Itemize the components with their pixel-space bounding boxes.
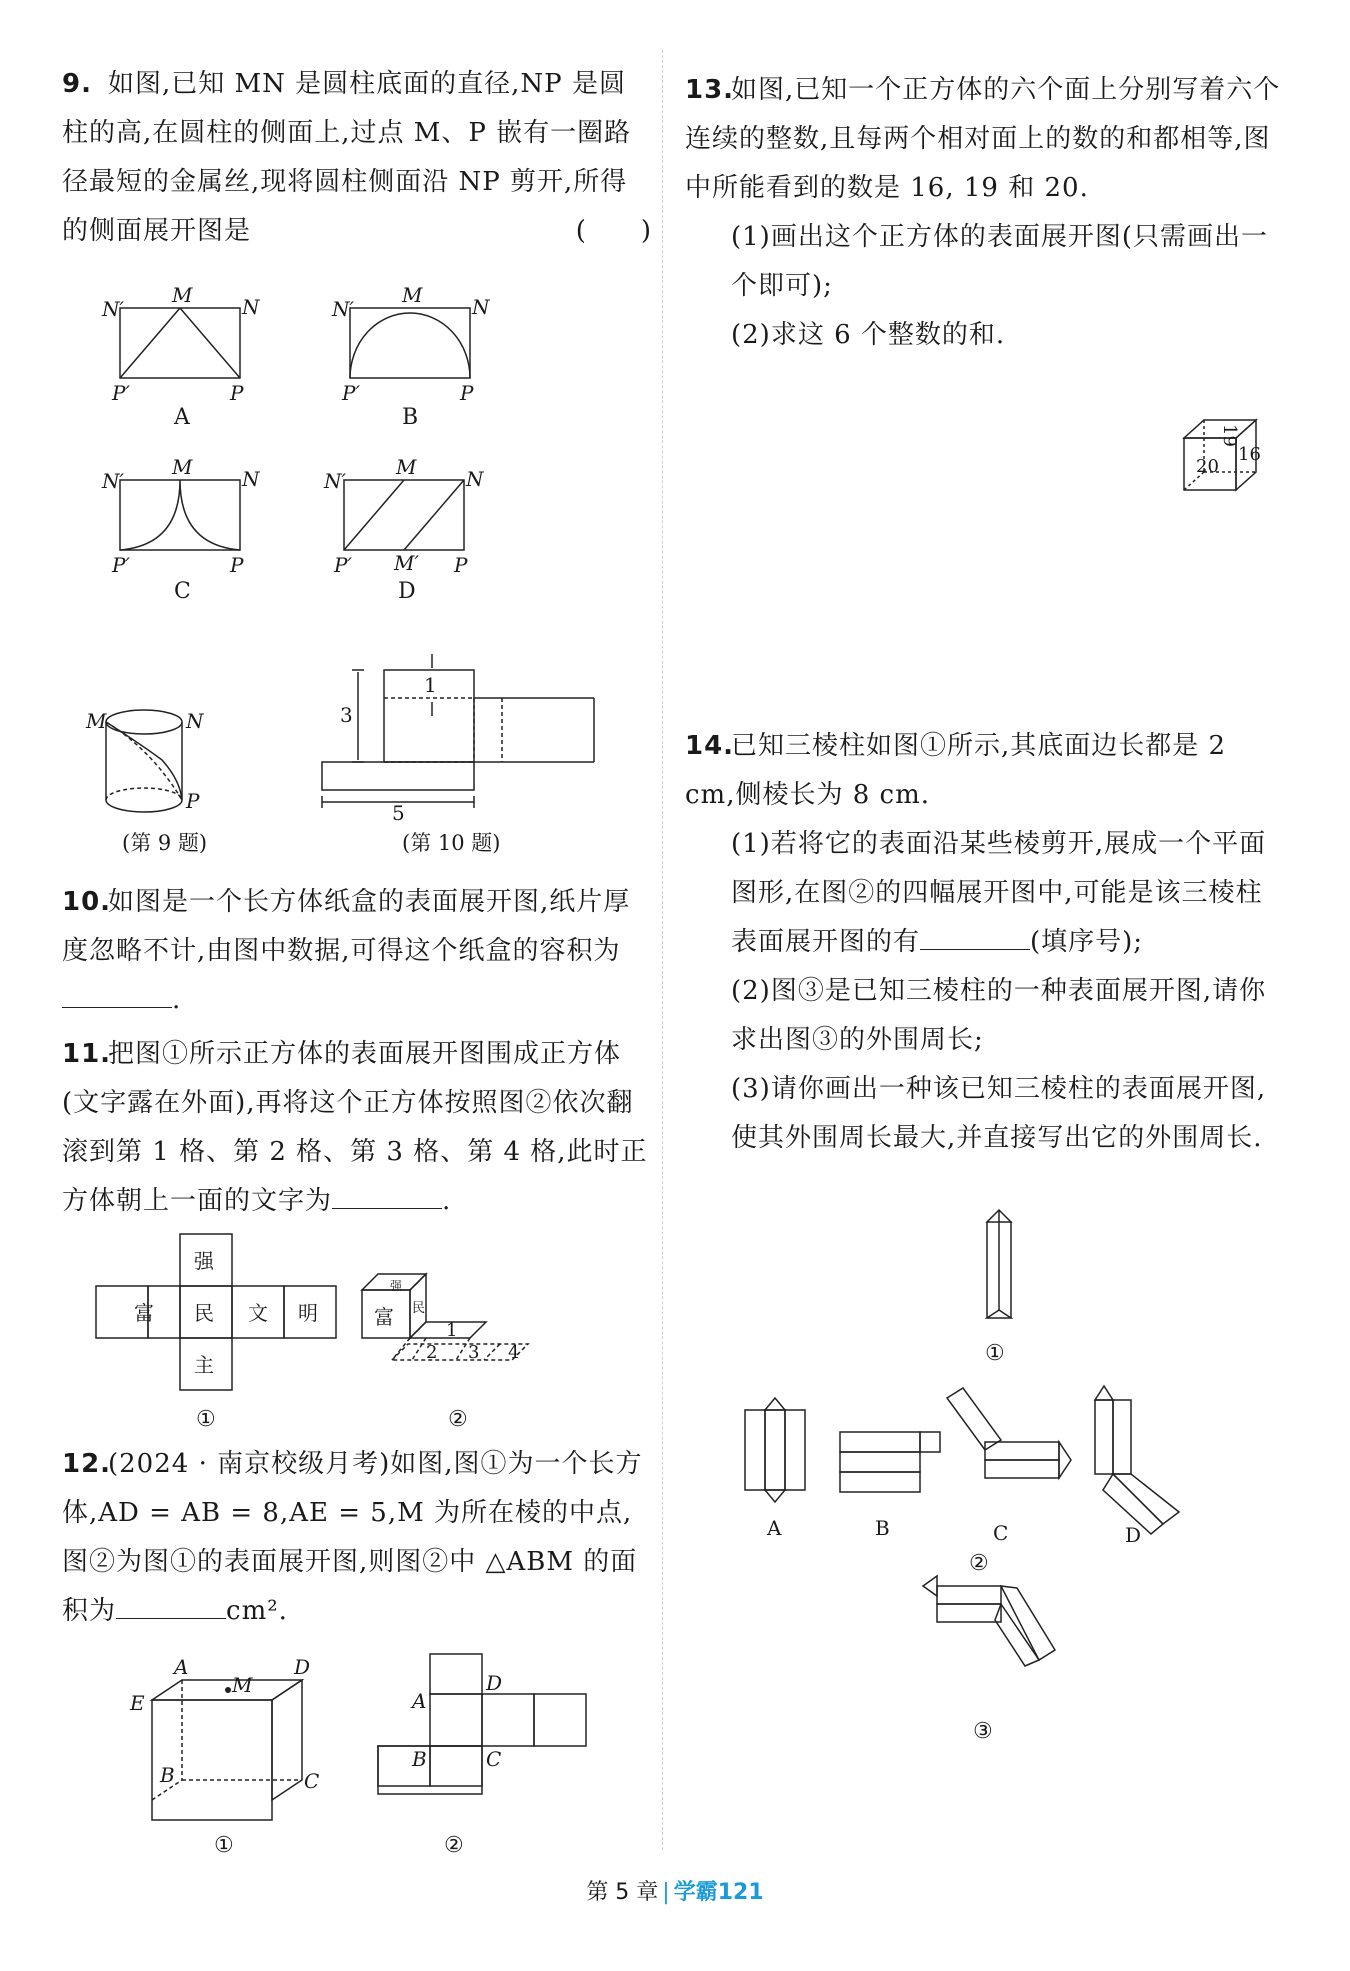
label-p-prime: P′ (334, 553, 352, 577)
dimension-label: 5 (392, 801, 405, 825)
sub-question-2: (2)图③是已知三棱柱的一种表面展开图,请你求出图③的外围周长; (731, 976, 1267, 1055)
cube-top-text: 强 (390, 1279, 403, 1293)
box-net-figure (322, 654, 594, 808)
label-m: M (172, 283, 193, 307)
figure-number: ① (196, 1407, 216, 1432)
cube-front-number: 20 (1196, 456, 1219, 477)
label-m: M (402, 283, 423, 307)
answer-blank[interactable] (332, 1182, 442, 1209)
figure-caption: (第 10 题) (402, 831, 501, 855)
label-n-prime: N′ (332, 297, 355, 321)
vertex-label: D (486, 1671, 503, 1695)
vertex-label: B (160, 1763, 175, 1787)
label-n: N (242, 295, 260, 319)
vertex-label: C (486, 1747, 502, 1771)
label-m: M (86, 709, 107, 733)
vertex-label: D (294, 1655, 311, 1679)
label-p-prime: P′ (342, 381, 360, 405)
question-text: 已知三棱柱如图①所示,其底面边长都是 2 cm,侧棱长为 8 cm. (685, 731, 1227, 810)
question-number: 10. (62, 887, 112, 917)
question-14: 14.已知三棱柱如图①所示,其底面边长都是 2 cm,侧棱长为 8 cm. (1)若将它的表面沿某些棱剪开,展成一个平面图形,在图②的四幅展开图中,可能是该三棱柱表面展开图的有 (填序号); (2)图③是已知三棱柱的一种表面展开图,请你求出图③的外围周长; (3)请你画出一种该已知三棱柱的表面展开图,使其外围周长最大,并直接写出它的外围周长. (685, 722, 1285, 1163)
figure-caption: (第 9 题) (122, 831, 208, 855)
net-face: 文 (248, 1301, 268, 1325)
answer-blank[interactable] (920, 923, 1030, 950)
net-face: 强 (194, 1249, 214, 1273)
cuboid-net (378, 1654, 586, 1794)
option-a-diagram (120, 308, 240, 378)
label-n: N (242, 467, 260, 491)
label-n-prime: N′ (102, 469, 125, 493)
label-p: P (460, 381, 474, 405)
question-text: 如图,已知一个正方体的六个面上分别写着六个连续的整数,且每两个相对面上的数的和都相等,图中所能看到的数是 16, 19 和 20. (685, 75, 1281, 203)
option-label: D (1125, 1523, 1142, 1547)
midpoint-m (225, 1687, 231, 1693)
question-text: (2024 · 南京校级月考)如图,图①为一个长方体,AD = AB = 8,AE = 5,M 为所在棱的中点,图②为图①的表面展开图,则图②中 △ABM 的面积为 (62, 1449, 643, 1626)
net-b (840, 1432, 940, 1492)
vertex-label: A (412, 1689, 427, 1713)
cube-front-text: 富 (374, 1305, 394, 1329)
answer-blank[interactable] (62, 981, 172, 1008)
label-p: P (230, 381, 244, 405)
option-label: B (875, 1516, 890, 1540)
dimension-label: 1 (424, 673, 437, 697)
vertex-label: B (412, 1747, 427, 1771)
cylinder-figure (106, 710, 182, 812)
chapter-label: 第 5 章 (586, 1880, 659, 1905)
figure-number: ① (214, 1833, 234, 1858)
cell-number: 3 (468, 1342, 480, 1363)
net-face: 民 (194, 1301, 214, 1325)
sub-question-3: (3)请你画出一种该已知三棱柱的表面展开图,使其外围周长最大,并直接写出它的外围周长. (731, 1074, 1267, 1153)
question-text: 如图是一个长方体纸盒的表面展开图,纸片厚度忽略不计,由图中数据,可得这个纸盒的容积为 (62, 887, 631, 966)
sub-question-1: (1)若将它的表面沿某些棱剪开,展成一个平面图形,在图②的四幅展开图中,可能是该三棱柱表面展开图的有 (731, 829, 1267, 957)
sub-question-2: (2)求这 6 个整数的和. (731, 320, 1006, 350)
sub-question-1: (1)画出这个正方体的表面展开图(只需画出一个即可); (731, 222, 1268, 301)
net-c (947, 1388, 1071, 1478)
label-m: M (396, 455, 417, 479)
cell-number: 1 (446, 1320, 458, 1341)
label-p: P (454, 553, 468, 577)
figure-number: ② (969, 1551, 989, 1576)
option-label: A (767, 1516, 782, 1540)
option-d-diagram (344, 480, 464, 550)
figure-number: ② (448, 1407, 468, 1432)
cell-number: 4 (508, 1342, 520, 1363)
question-text: 把图①所示正方体的表面展开图围成正方体(文字露在外面),再将这个正方体按照图②依次翻滚到第 1 格、第 2 格、第 3 格、第 4 格,此时正方体朝上一面的文字为 (62, 1039, 648, 1216)
cube-top-number: 19 (1219, 424, 1240, 447)
option-d-label: D (398, 579, 416, 604)
q14-figures (685, 1210, 1285, 1770)
question-number: 11. (62, 1039, 112, 1069)
figure-number: ② (444, 1833, 464, 1858)
option-a-label: A (174, 405, 190, 430)
net-face: 明 (298, 1301, 318, 1325)
cube-side-number: 16 (1238, 444, 1261, 465)
question-number: 13. (685, 75, 735, 105)
question-9 (62, 60, 652, 256)
net-d (1095, 1386, 1179, 1534)
q13-cube (1180, 410, 1270, 500)
net-a (745, 1398, 805, 1502)
triangular-prism (987, 1210, 1011, 1318)
label-n-prime: N′ (324, 469, 347, 493)
question-13 (685, 66, 1285, 360)
q9-options-figure (62, 280, 652, 610)
question-12: 12.(2024 · 南京校级月考)如图,图①为一个长方体,AD = AB = 8,AE = 5,M 为所在棱的中点,图②为图①的表面展开图,则图②中 △ABM 的面积为 cm². (62, 1440, 652, 1636)
label-n: N (466, 467, 484, 491)
q9-q10-figures (62, 650, 652, 870)
label-m: M (172, 455, 193, 479)
vertex-label: E (130, 1691, 145, 1715)
footer-separator: | (662, 1880, 670, 1905)
question-11: 11.把图①所示正方体的表面展开图围成正方体(文字露在外面),再将这个正方体按照图②依次翻滚到第 1 格、第 2 格、第 3 格、第 4 格,此时正方体朝上一面的文字为 . (62, 1030, 652, 1226)
net-face: 富 (134, 1301, 154, 1325)
q11-figures (62, 1230, 652, 1445)
answer-blank[interactable] (116, 1592, 226, 1619)
net-3 (923, 1576, 1055, 1666)
cell-number: 2 (426, 1342, 438, 1363)
option-label: C (993, 1521, 1009, 1545)
cuboid (152, 1680, 302, 1820)
figure-number: ③ (973, 1719, 993, 1744)
vertex-label: A (174, 1655, 189, 1679)
question-text: 如图,已知 MN 是圆柱底面的直径,NP 是圆柱的高,在圆柱的侧面上,过点 M、P 嵌有一圈路径最短的金属丝,现将圆柱侧面沿 NP 剪开,所得的侧面展开图是 (62, 69, 632, 246)
question-number: 14. (685, 731, 735, 761)
page-number: 121 (717, 1880, 764, 1905)
option-b-diagram (350, 308, 470, 378)
figure-number: ① (985, 1341, 1005, 1366)
vertex-label: M (232, 1673, 253, 1697)
page-footer (0, 1875, 1350, 1906)
vertex-label: C (304, 1769, 320, 1793)
question-number: 9. (62, 69, 92, 99)
label-p-prime: P′ (112, 553, 130, 577)
question-number: 12. (62, 1449, 112, 1479)
option-b-label: B (402, 405, 419, 430)
label-n-prime: N′ (102, 297, 125, 321)
label-p: P (230, 553, 244, 577)
brand-name: 学霸 (673, 1880, 718, 1905)
question-10: 10.如图是一个长方体纸盒的表面展开图,纸片厚度忽略不计,由图中数据,可得这个纸盒的容积为. (62, 878, 652, 1025)
net-face: 主 (194, 1353, 214, 1377)
label-n: N (186, 709, 204, 733)
label-p-prime: P′ (112, 381, 130, 405)
label-m-prime: M′ (394, 551, 420, 575)
label-p: P (186, 789, 200, 813)
q12-figures (62, 1655, 652, 1860)
column-divider (662, 50, 663, 1850)
answer-paren: ( ) (575, 216, 652, 246)
dimension-label: 3 (340, 703, 353, 727)
label-n: N (472, 295, 490, 319)
option-c-diagram (120, 480, 240, 550)
option-c-label: C (174, 579, 191, 604)
cube-side-text: 民 (412, 1301, 426, 1316)
